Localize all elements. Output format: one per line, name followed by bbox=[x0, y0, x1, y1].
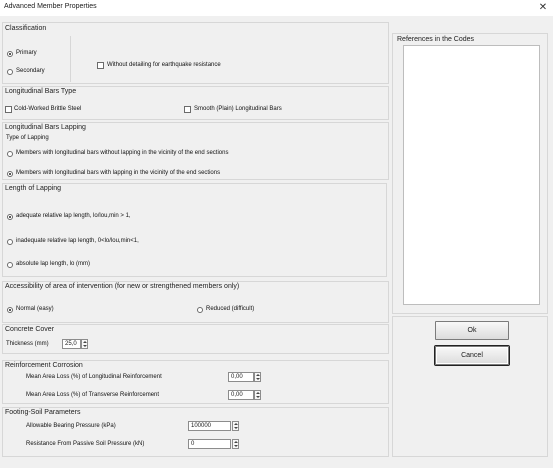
bearing-input[interactable]: 100000 bbox=[188, 421, 231, 431]
inadequate-radio[interactable] bbox=[7, 239, 13, 245]
inadequate-label: inadequate relative lap length, 0<lo/lou,min<1, bbox=[16, 238, 139, 244]
classification-title: Classification bbox=[5, 25, 47, 32]
trans-loss-input[interactable]: 0,00 bbox=[228, 390, 254, 400]
long-loss-spinner[interactable] bbox=[254, 372, 261, 382]
without-lapping-radio[interactable] bbox=[7, 151, 13, 157]
without-detailing-checkbox[interactable] bbox=[97, 62, 104, 69]
passive-input[interactable]: 0 bbox=[188, 439, 231, 449]
smooth-bars-checkbox[interactable] bbox=[184, 106, 191, 113]
cold-worked-checkbox[interactable] bbox=[5, 106, 12, 113]
long-loss-input[interactable]: 0,00 bbox=[228, 372, 254, 382]
reduced-radio[interactable] bbox=[197, 307, 203, 313]
thickness-input[interactable]: 25,0 bbox=[62, 339, 81, 349]
normal-label: Normal (easy) bbox=[16, 306, 54, 312]
long-bars-type-title: Longitudinal Bars Type bbox=[5, 88, 77, 95]
cold-worked-label: Cold-Worked Brittle Steel bbox=[14, 106, 82, 112]
adequate-radio[interactable] bbox=[7, 214, 13, 220]
passive-spinner[interactable] bbox=[232, 439, 239, 449]
corrosion-title: Reinforcement Corrosion bbox=[5, 362, 83, 369]
normal-radio[interactable] bbox=[7, 307, 13, 313]
cancel-button[interactable]: Cancel bbox=[435, 346, 509, 365]
long-loss-label: Mean Area Loss (%) of Longitudinal Reinforcement bbox=[26, 374, 162, 380]
bearing-label: Allowable Bearing Pressure (kPa) bbox=[26, 423, 116, 429]
bearing-spinner[interactable] bbox=[232, 421, 239, 431]
passive-label: Resistance From Passive Soil Pressure (kN) bbox=[26, 441, 145, 447]
close-icon[interactable]: ✕ bbox=[538, 2, 548, 13]
thickness-spinner[interactable] bbox=[81, 339, 88, 349]
type-of-lapping-label: Type of Lapping bbox=[6, 135, 49, 141]
references-title: References in the Codes bbox=[397, 36, 475, 43]
absolute-radio[interactable] bbox=[7, 262, 13, 268]
concrete-cover-panel bbox=[2, 324, 389, 354]
primary-label: Primary bbox=[16, 50, 37, 56]
secondary-label: Secondary bbox=[16, 68, 45, 74]
with-lapping-radio[interactable] bbox=[7, 171, 13, 177]
smooth-bars-label: Smooth (Plain) Longitudinal Bars bbox=[194, 106, 282, 112]
primary-radio[interactable] bbox=[7, 51, 13, 57]
lapping-title: Longitudinal Bars Lapping bbox=[5, 124, 86, 131]
ok-button[interactable]: Ok bbox=[435, 321, 509, 340]
accessibility-title: Accessibility of area of intervention (for new or strengthened members only) bbox=[5, 283, 240, 290]
with-lapping-label: Members with longitudinal bars with lapping in the vicinity of the end sections bbox=[16, 170, 221, 176]
reduced-label: Reduced (difficult) bbox=[206, 306, 255, 312]
without-lapping-label: Members with longitudinal bars without lapping in the vicinity of the end sections bbox=[16, 150, 229, 156]
thickness-label: Thickness (mm) bbox=[6, 341, 49, 347]
length-lapping-title: Length of Lapping bbox=[5, 185, 62, 192]
without-detailing-label: Without detailing for earthquake resistance bbox=[107, 62, 221, 68]
secondary-radio[interactable] bbox=[7, 69, 13, 75]
adequate-label: adequate relative lap length, lo/lou,min > 1, bbox=[16, 213, 131, 219]
trans-loss-label: Mean Area Loss (%) of Transverse Reinforcement bbox=[26, 392, 160, 398]
classification-panel bbox=[2, 22, 389, 84]
trans-loss-spinner[interactable] bbox=[254, 390, 261, 400]
window-title: Advanced Member Properties bbox=[4, 3, 97, 10]
divider bbox=[70, 36, 71, 82]
footing-title: Footing-Soil Parameters bbox=[5, 409, 81, 416]
concrete-cover-title: Concrete Cover bbox=[5, 326, 55, 333]
references-textbox[interactable] bbox=[403, 45, 540, 305]
absolute-label: absolute lap length, lo (mm) bbox=[16, 261, 91, 267]
